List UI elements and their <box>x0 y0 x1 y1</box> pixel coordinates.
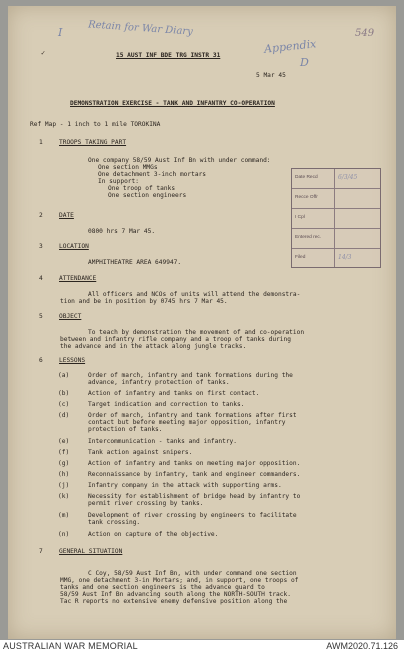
section-heading: GENERAL SITUATION <box>59 548 123 555</box>
lesson-line: Development of river crossing by engineers to facilitate <box>88 512 297 519</box>
section-number: 5 <box>39 313 43 320</box>
document-heading: DEMONSTRATION EXERCISE - TANK AND INFANTRY CO-OPERATION <box>70 100 275 107</box>
handwritten-appendix-letter: D <box>300 56 309 69</box>
section-line: tanks and one section engineers is the advance guard to <box>60 584 265 591</box>
section-heading: LESSONS <box>59 357 86 364</box>
stamp-row: Filed 14/3 <box>295 254 352 261</box>
footer-institution: AUSTRALIAN WAR MEMORIAL <box>3 641 138 651</box>
lesson-line: protection of tanks. <box>88 426 163 433</box>
lesson-line: tank crossing. <box>88 519 141 526</box>
section-line: the advance and in the attack along jungle tracks. <box>60 343 247 350</box>
lesson-key: (e) <box>58 438 70 445</box>
section-heading: DATE <box>59 212 74 219</box>
section-heading: OBJECT <box>59 313 82 320</box>
section-heading: ATTENDANCE <box>59 275 97 282</box>
document-title: 15 AUST INF BDE TRG INSTR 31 <box>116 52 221 59</box>
lesson-line: permit river crossing by tanks. <box>88 500 204 507</box>
section-line: One company 58/59 Aust Inf Bn with under command: <box>88 157 271 164</box>
stamp-row: I Cpl <box>292 209 380 229</box>
section-line: All officers and NCOs of units will attend the demonstra- <box>88 291 301 298</box>
lesson-line: Order of march, infantry and tank formations during the <box>88 372 293 379</box>
lesson-key: (m) <box>58 512 70 519</box>
lesson-key: (c) <box>58 401 70 408</box>
section-number: 7 <box>39 548 43 555</box>
lesson-key: (d) <box>58 412 70 419</box>
stamp-row: Date Recd 6/3/45 <box>292 169 380 189</box>
section-number: 1 <box>39 139 43 146</box>
section-line: MMG, one detachment 3-in Mortars; and, in support, one troops of <box>60 577 299 584</box>
handwritten-folio-number: 549 <box>355 28 375 39</box>
document-date: 5 Mar 45 <box>256 72 286 79</box>
lesson-key: (j) <box>58 482 70 489</box>
section-line: One section MMGs <box>98 164 158 171</box>
lesson-line: contact but before meeting major opposition, infantry <box>88 419 286 426</box>
section-number: 3 <box>39 243 43 250</box>
lesson-line: Infantry company in the attack with supporting arms. <box>88 482 282 489</box>
document-page <box>8 6 396 639</box>
archive-footer <box>0 640 404 653</box>
section-number: 6 <box>39 357 43 364</box>
stamp-row: Entered rec. <box>292 229 380 249</box>
lesson-key: (k) <box>58 493 70 500</box>
lesson-line: Target indication and correction to tanks. <box>88 401 245 408</box>
section-line: between and infantry rifle company and a troop of tanks during <box>60 336 291 343</box>
stamp-row: Recce Offr <box>292 189 380 209</box>
section-line: One troop of tanks <box>108 185 176 192</box>
section-heading: TROOPS TAKING PART <box>59 139 127 146</box>
lesson-line: Action of infantry and tanks on meeting major opposition. <box>88 460 301 467</box>
section-line: One section engineers <box>108 192 187 199</box>
lesson-key: (n) <box>58 531 70 538</box>
footer-accession-number: AWM2020.71.126 <box>326 641 398 651</box>
section-number: 4 <box>39 275 43 282</box>
lesson-key: (f) <box>58 449 70 456</box>
lesson-line: Tank action against snipers. <box>88 449 193 456</box>
section-line: To teach by demonstration the movement of and co-operation <box>88 329 305 336</box>
handwritten-annotation: Retain for War Diary <box>87 19 194 38</box>
handwritten-appendix: Appendix <box>263 37 317 56</box>
handwritten-mark-i: I <box>58 26 63 39</box>
section-line: 58/59 Aust Inf Bn advancing south along the NORTH-SOUTH track. <box>60 591 291 598</box>
lesson-line: Action of infantry and tanks on first contact. <box>88 390 260 397</box>
section-line: AMPHITHEATRE AREA 649947. <box>88 259 182 266</box>
section-number: 2 <box>39 212 43 219</box>
section-line: 0800 hrs 7 Mar 45. <box>88 228 156 235</box>
section-line: One detachment 3-inch mortars <box>98 171 207 178</box>
lesson-key: (g) <box>58 460 70 467</box>
reference-map: Ref Map - 1 inch to 1 mile TOROKINA <box>30 121 161 128</box>
lesson-line: Action on capture of the objective. <box>88 531 219 538</box>
lesson-line: Order of march, infantry and tank formations after first <box>88 412 297 419</box>
lesson-line: Necessity for establishment of bridge head by infantry to <box>88 493 301 500</box>
received-stamp <box>291 168 381 268</box>
lesson-line: Intercommunication - tanks and infantry. <box>88 438 238 445</box>
section-line: In support: <box>98 178 139 185</box>
section-line: C Coy, 58/59 Aust Inf Bn, with under command one section <box>88 570 297 577</box>
lesson-line: Reconnaissance by infantry, tank and engineer commanders. <box>88 471 301 478</box>
section-line: tion and be in position by 0745 hrs 7 Mar 45. <box>60 298 228 305</box>
tick-mark-icon: ✓ <box>41 49 46 57</box>
lesson-line: advance, infantry protection of tanks. <box>88 379 230 386</box>
lesson-key: (b) <box>58 390 70 397</box>
lesson-key: (h) <box>58 471 70 478</box>
section-line: Tac R reports no extensive enemy defensive position along the <box>60 598 288 605</box>
section-heading: LOCATION <box>59 243 89 250</box>
lesson-key: (a) <box>58 372 70 379</box>
